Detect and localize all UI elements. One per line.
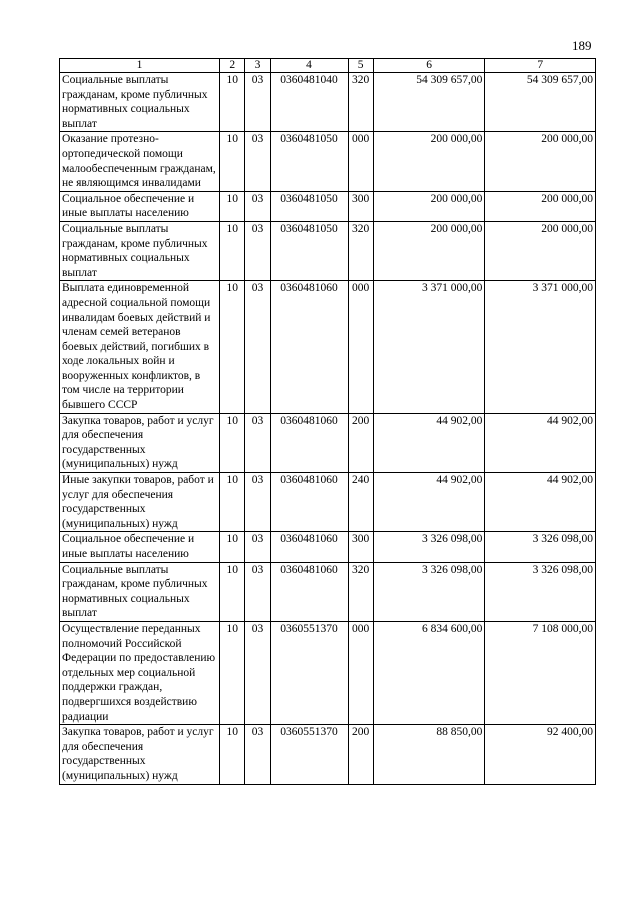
- row-value-2: 92 400,00: [485, 725, 596, 784]
- row-kind: 000: [348, 281, 373, 413]
- header-cell: 5: [348, 59, 373, 73]
- table-row: [60, 532, 596, 562]
- table-row: [60, 73, 596, 132]
- row-section: 10: [220, 621, 245, 724]
- row-value-1: 3 326 098,00: [373, 532, 485, 562]
- row-code: 0360481060: [270, 562, 348, 621]
- row-section: 10: [220, 562, 245, 621]
- row-value-1: 44 902,00: [373, 473, 485, 532]
- table-row: [60, 191, 596, 221]
- row-section: 10: [220, 73, 245, 132]
- row-value-2: 3 371 000,00: [485, 281, 596, 413]
- row-section: 10: [220, 221, 245, 280]
- header-cell: 6: [373, 59, 485, 73]
- table-row: [60, 281, 596, 413]
- row-name: Оказание протезно-ортопедической помощи малообеспеченным гражданам, не являющимся инвалидами: [60, 132, 220, 191]
- header-row: [60, 59, 596, 73]
- row-section: 10: [220, 132, 245, 191]
- row-value-2: 200 000,00: [485, 221, 596, 280]
- row-value-2: 3 326 098,00: [485, 562, 596, 621]
- row-name: Социальные выплаты гражданам, кроме публичных нормативных социальных выплат: [60, 73, 220, 132]
- row-code: 0360551370: [270, 725, 348, 784]
- budget-table: [59, 58, 596, 785]
- row-kind: 320: [348, 562, 373, 621]
- row-kind: 200: [348, 725, 373, 784]
- row-code: 0360481060: [270, 532, 348, 562]
- table-row: [60, 132, 596, 191]
- header-cell: 7: [485, 59, 596, 73]
- row-section: 10: [220, 281, 245, 413]
- header-cell: 2: [220, 59, 245, 73]
- row-code: 0360551370: [270, 621, 348, 724]
- row-code: 0360481060: [270, 281, 348, 413]
- row-section: 10: [220, 532, 245, 562]
- row-value-1: 200 000,00: [373, 132, 485, 191]
- row-section: 10: [220, 725, 245, 784]
- row-value-2: 54 309 657,00: [485, 73, 596, 132]
- row-subsection: 03: [245, 725, 270, 784]
- row-code: 0360481050: [270, 221, 348, 280]
- row-kind: 000: [348, 621, 373, 724]
- row-value-1: 3 371 000,00: [373, 281, 485, 413]
- row-value-1: 3 326 098,00: [373, 562, 485, 621]
- table-row: [60, 725, 596, 784]
- row-subsection: 03: [245, 221, 270, 280]
- header-cell: 4: [270, 59, 348, 73]
- row-name: Иные закупки товаров, работ и услуг для обеспечения государственных (муниципальных) нужд: [60, 473, 220, 532]
- row-code: 0360481040: [270, 73, 348, 132]
- row-name: Выплата единовременной адресной социальной помощи инвалидам боевых действий и членам семей ветеранов боевых действий, погибших в ходе локальных войн и вооруженных конфликтов, в том числе на территории бывшего СССР: [60, 281, 220, 413]
- row-name: Социальные выплаты гражданам, кроме публичных нормативных социальных выплат: [60, 221, 220, 280]
- row-name: Закупка товаров, работ и услуг для обеспечения государственных (муниципальных) нужд: [60, 413, 220, 472]
- row-value-2: 44 902,00: [485, 473, 596, 532]
- table-row: [60, 621, 596, 724]
- row-section: 10: [220, 413, 245, 472]
- row-value-1: 54 309 657,00: [373, 73, 485, 132]
- row-kind: 300: [348, 532, 373, 562]
- row-value-2: 7 108 000,00: [485, 621, 596, 724]
- row-kind: 240: [348, 473, 373, 532]
- row-subsection: 03: [245, 473, 270, 532]
- header-cell: 3: [245, 59, 270, 73]
- table-row: [60, 221, 596, 280]
- row-value-2: 3 326 098,00: [485, 532, 596, 562]
- row-code: 0360481060: [270, 413, 348, 472]
- row-code: 0360481050: [270, 191, 348, 221]
- header-cell: 1: [60, 59, 220, 73]
- row-code: 0360481050: [270, 132, 348, 191]
- table-row: [60, 413, 596, 472]
- row-name: Социальные выплаты гражданам, кроме публичных нормативных социальных выплат: [60, 562, 220, 621]
- row-section: 10: [220, 191, 245, 221]
- row-subsection: 03: [245, 532, 270, 562]
- row-name: Осуществление переданных полномочий Российской Федерации по предоставлению отдельных мер социальной поддержки граждан, подвергшихся воздействию радиации: [60, 621, 220, 724]
- row-value-1: 200 000,00: [373, 221, 485, 280]
- row-kind: 200: [348, 413, 373, 472]
- row-value-1: 44 902,00: [373, 413, 485, 472]
- row-subsection: 03: [245, 281, 270, 413]
- row-section: 10: [220, 473, 245, 532]
- row-subsection: 03: [245, 562, 270, 621]
- page-number: 189: [572, 38, 592, 53]
- row-subsection: 03: [245, 621, 270, 724]
- row-subsection: 03: [245, 73, 270, 132]
- row-value-1: 200 000,00: [373, 191, 485, 221]
- row-name: Закупка товаров, работ и услуг для обеспечения государственных (муниципальных) нужд: [60, 725, 220, 784]
- row-subsection: 03: [245, 191, 270, 221]
- row-subsection: 03: [245, 132, 270, 191]
- row-value-2: 200 000,00: [485, 132, 596, 191]
- row-name: Социальное обеспечение и иные выплаты населению: [60, 191, 220, 221]
- row-value-2: 44 902,00: [485, 413, 596, 472]
- row-kind: 000: [348, 132, 373, 191]
- row-code: 0360481060: [270, 473, 348, 532]
- row-name: Социальное обеспечение и иные выплаты населению: [60, 532, 220, 562]
- row-value-1: 88 850,00: [373, 725, 485, 784]
- table-row: [60, 562, 596, 621]
- row-subsection: 03: [245, 413, 270, 472]
- row-value-2: 200 000,00: [485, 191, 596, 221]
- row-kind: 300: [348, 191, 373, 221]
- row-kind: 320: [348, 221, 373, 280]
- table-row: [60, 473, 596, 532]
- row-kind: 320: [348, 73, 373, 132]
- row-value-1: 6 834 600,00: [373, 621, 485, 724]
